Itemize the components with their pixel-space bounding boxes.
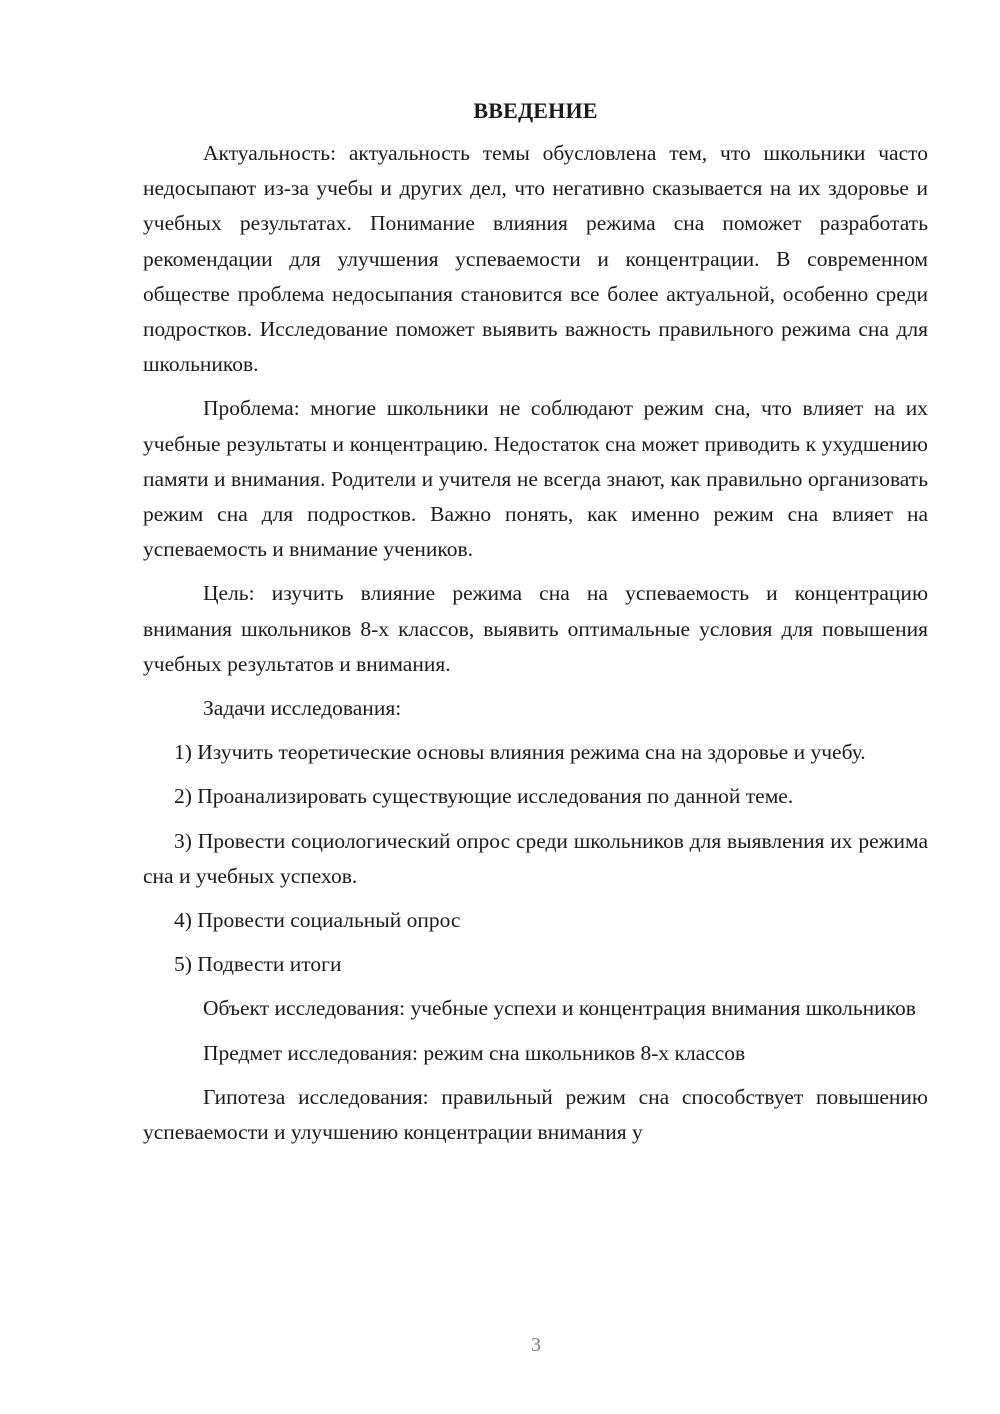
page-number: 3 xyxy=(531,1334,541,1356)
paragraph-object: Объект исследования: учебные успехи и концентрация внимания школьников xyxy=(203,996,916,1021)
task-item-3: 3) Провести социологический опрос среди школьников для выявления их режима сна и учебных успехов. xyxy=(143,828,928,888)
page-title: ВВЕДЕНИЕ xyxy=(473,98,598,123)
paragraph-problem: Проблема: многие школьники не соблюдают режим сна, что влияет на их учебные результаты и концентрацию. Недостаток сна может приводить к ухудшению памяти и внимания. Родители и учителя не всегда знают, как правильно организовать режим сна для подростков. Важно понять, как именно режим сна влияет на успеваемость и внимание учеников. xyxy=(143,396,928,562)
task-item-1: 1) Изучить теоретические основы влияния режима сна на здоровье и учебу. xyxy=(174,740,866,765)
paragraph-goal: Цель: изучить влияние режима сна на успеваемость и концентрацию внимания школьников 8-х классов, выявить оптимальные условия для повышения учебных результатов и внимания. xyxy=(143,581,928,676)
task-item-2: 2) Проанализировать существующие исследования по данной теме. xyxy=(174,784,794,809)
paragraph-subject: Предмет исследования: режим сна школьников 8-х классов xyxy=(203,1040,746,1065)
paragraph-tasks-heading: Задачи исследования: xyxy=(203,696,402,721)
task-item-4: 4) Провести социальный опрос xyxy=(174,908,461,933)
page-content xyxy=(143,96,928,1159)
task-item-5: 5) Подвести итоги xyxy=(174,952,342,977)
paragraph-relevance: Актуальность: актуальность темы обусловлена тем, что школьники часто недосыпают из-за учебы и других дел, что негативно сказывается на их здоровье и учебных результатах. Понимание влияния режима сна поможет разработать рекомендации для улучшения успеваемости и концентрации. В современном обществе проблема недосыпания становится все более актуальной, особенно среди подростков. Исследование поможет выявить важность правильного режима сна для школьников. xyxy=(143,141,928,377)
paragraph-hypothesis: Гипотеза исследования: правильный режим сна способствует повышению успеваемости и улучшению концентрации внимания у xyxy=(143,1084,928,1145)
